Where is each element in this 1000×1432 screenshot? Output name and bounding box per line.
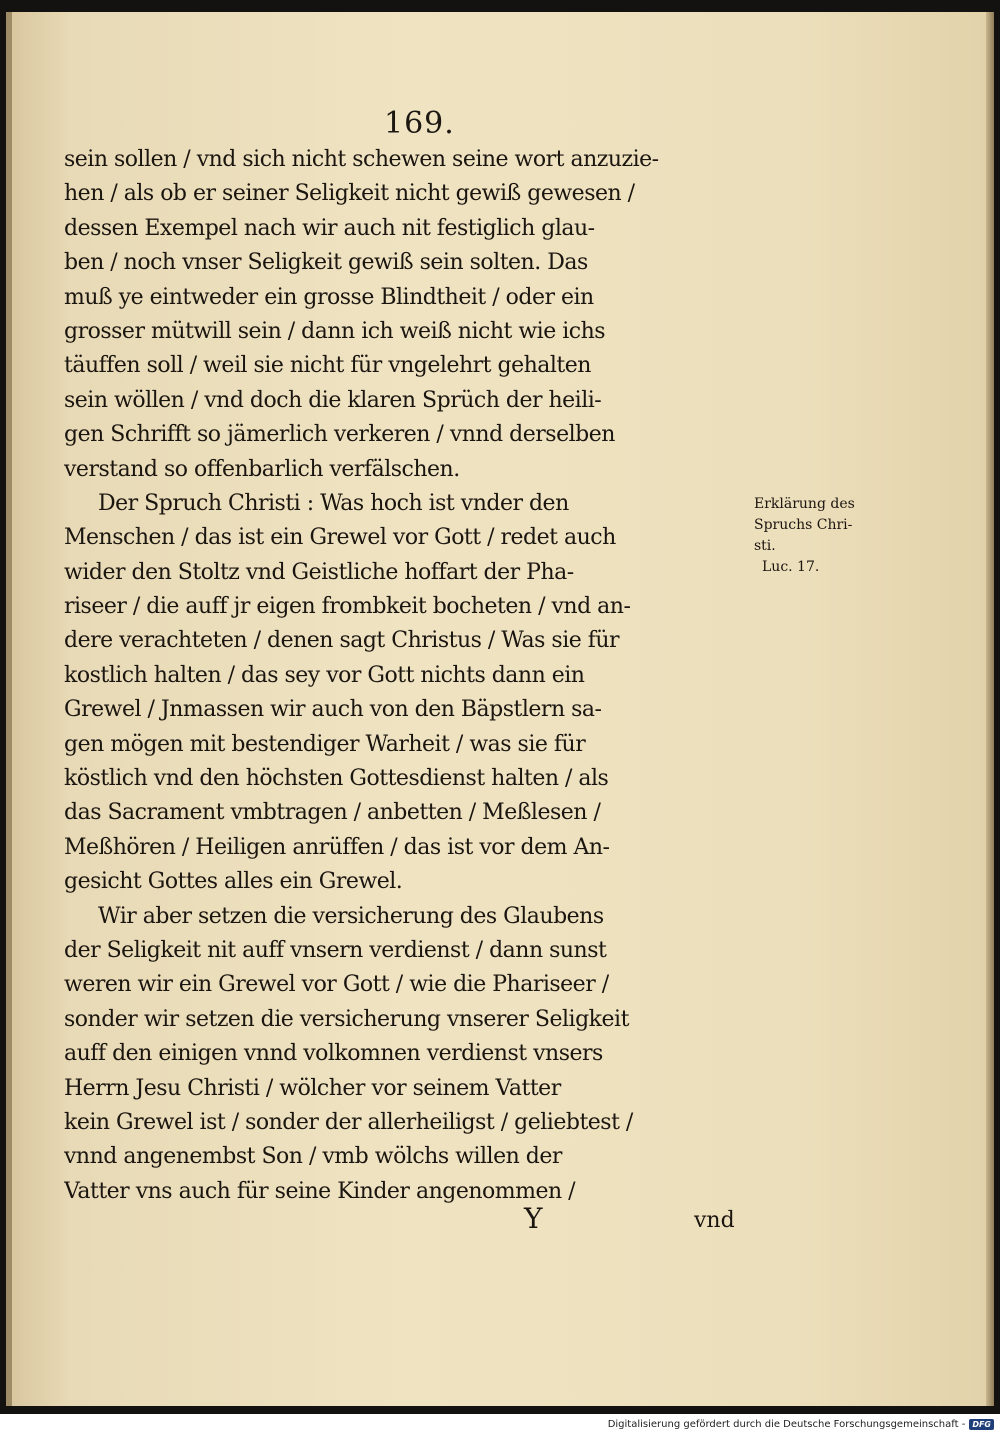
page-number: 169. xyxy=(384,106,455,141)
dfg-logo: DFG xyxy=(969,1419,994,1430)
text-line: das Sacrament vmbtragen / anbetten / Meßlesen / xyxy=(64,800,601,826)
marginal-note-line: sti. xyxy=(754,538,776,554)
marginal-note xyxy=(754,494,914,578)
page-foot xyxy=(524,1202,764,1242)
text-line: muß ye eintweder ein grosse Blindtheit / oder ein xyxy=(64,284,594,310)
text-line: weren wir ein Grewel vor Gott / wie die Phariseer / xyxy=(64,972,609,998)
text-line: Vatter vns auch für seine Kinder angenommen / xyxy=(64,1178,576,1204)
text-line: Herrn Jesu Christi / wölcher vor seinem Vatter xyxy=(64,1075,561,1101)
text-line: Menschen / das ist ein Grewel vor Gott / redet auch xyxy=(64,525,616,551)
text-line: ben / noch vnser Seligkeit gewiß sein solten. Das xyxy=(64,250,588,276)
marginal-note-line: Spruchs Chri- xyxy=(754,517,853,533)
text-line: auff den einigen vnnd volkomnen verdienst vnsers xyxy=(64,1041,603,1067)
text-line: der Seligkeit nit auff vnsern verdienst / dann sunst xyxy=(64,937,607,963)
marginal-note-line: Luc. 17. xyxy=(762,559,820,575)
text-line: köstlich vnd den höchsten Gottesdienst halten / als xyxy=(64,766,609,792)
text-line: kein Grewel ist / sonder der allerheiligst / geliebtest / xyxy=(64,1109,633,1135)
text-line: dessen Exempel nach wir auch nit festiglich glau- xyxy=(64,215,595,241)
text-line: sein sollen / vnd sich nicht schewen seine wort anzuzie- xyxy=(64,147,659,172)
funding-footer xyxy=(608,1416,994,1432)
text-line: Meßhören / Heiligen anrüffen / das ist vor dem An- xyxy=(64,834,610,860)
catchword: vnd xyxy=(694,1208,735,1233)
book-page xyxy=(6,12,990,1406)
text-line: hen / als ob er seiner Seligkeit nicht gewiß gewesen / xyxy=(64,181,635,207)
text-line: sonder wir setzen die versicherung vnserer Seligkeit xyxy=(64,1006,629,1032)
text-line: täuffen soll / weil sie nicht für vngelehrt gehalten xyxy=(64,353,591,379)
signature-mark: Y xyxy=(524,1202,543,1235)
text-line: Wir aber setzen die versicherung des Glaubens xyxy=(98,903,604,929)
text-line: gen Schrifft so jämerlich verkeren / vnnd derselben xyxy=(64,422,615,448)
body-text xyxy=(64,143,764,1209)
text-line: sein wöllen / vnd doch die klaren Sprüch der heili- xyxy=(64,387,602,413)
text-line: grosser mütwill sein / dann ich weiß nicht wie ichs xyxy=(64,318,606,344)
text-line: Der Spruch Christi : Was hoch ist vnder den xyxy=(98,490,569,516)
text-line: verstand so offenbarlich verfälschen. xyxy=(64,456,460,482)
text-line: riseer / die auff jr eigen frombkeit bocheten / vnd an- xyxy=(64,594,631,620)
text-line: wider den Stoltz vnd Geistliche hoffart der Pha- xyxy=(64,559,574,585)
text-line: gen mögen mit bestendiger Warheit / was sie für xyxy=(64,731,586,757)
funding-text: Digitalisierung gefördert durch die Deutsche Forschungsgemeinschaft - xyxy=(607,1418,966,1430)
text-line: kostlich halten / das sey vor Gott nichts dann ein xyxy=(64,662,585,688)
text-line: dere verachteten / denen sagt Christus / Was sie für xyxy=(64,628,620,654)
text-line: gesicht Gottes alles ein Grewel. xyxy=(64,869,403,895)
marginal-note-line: Erklärung des xyxy=(754,496,855,512)
text-line: Grewel / Jnmassen wir auch von den Bäpstlern sa- xyxy=(64,697,602,723)
text-line: vnnd angenembst Son / vmb wölchs willen der xyxy=(64,1144,562,1170)
